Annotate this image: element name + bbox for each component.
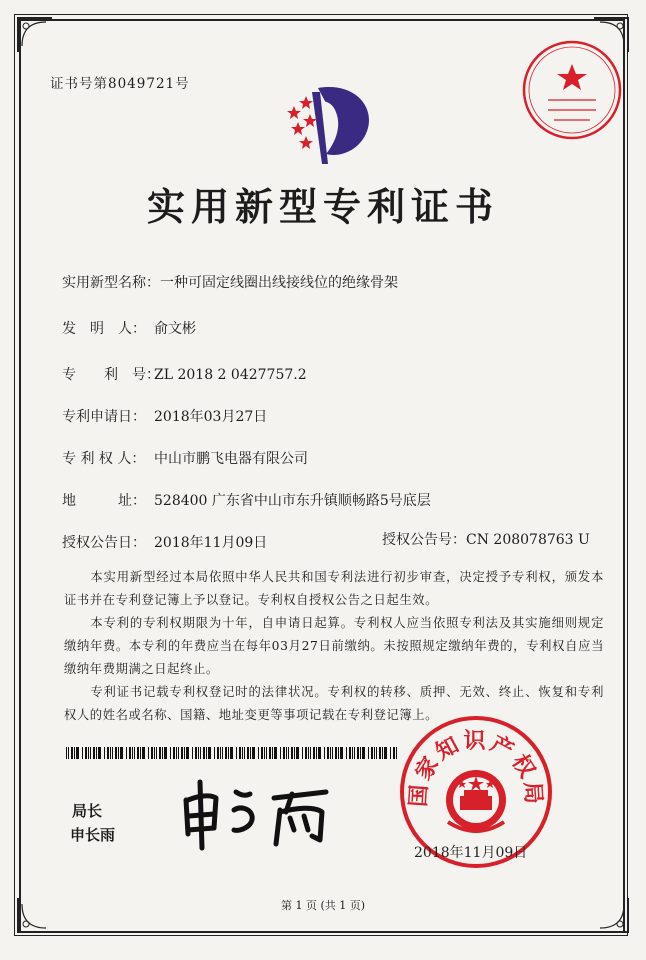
utility-name-row	[62, 272, 398, 292]
agency-stamp	[520, 38, 624, 142]
inventor-value: 俞文彬	[154, 321, 196, 337]
seal-date: 2018年11月09日	[414, 845, 528, 861]
patentee-value: 中山市鹏飞电器有限公司	[154, 451, 308, 467]
signatory-name: 申长雨	[70, 826, 116, 844]
utility-name-label: 实用新型名称：	[62, 275, 160, 291]
grant-date-value: 2018年11月09日	[154, 535, 268, 551]
paragraph-1: 本实用新型经过本局依照中华人民共和国专利法进行初步审查，决定授予专利权，颁发本证书并在专利登记簿上予以登记。专利权自授权公告之日起生效。	[64, 570, 604, 607]
seal-text: 国家知识产权局	[405, 728, 547, 808]
grant-number-label: 授权公告号：	[382, 532, 466, 548]
patent-number-label: 专 利 号：	[62, 367, 160, 383]
grant-date-label: 授权公告日：	[62, 535, 146, 551]
address-row	[62, 490, 431, 510]
filing-date-label: 专利申请日：	[62, 409, 146, 425]
inventor-label: 发 明 人：	[62, 321, 146, 337]
patentee-row	[62, 448, 308, 468]
patent-office-emblem-icon	[282, 78, 376, 170]
filing-date-row	[62, 406, 267, 426]
grant-number-row	[382, 529, 590, 549]
barcode	[66, 744, 400, 756]
certificate-number: 证书号第8049721号	[50, 76, 190, 92]
signatory-title: 局长	[72, 802, 103, 820]
patent-number-value: ZL 2018 2 0427757.2	[154, 367, 307, 383]
corner-ornament-top-left	[16, 16, 54, 54]
handwritten-signature	[176, 772, 336, 852]
patent-number-row	[62, 364, 307, 384]
grant-date-row	[62, 532, 267, 552]
patentee-label: 专 利 权 人：	[62, 451, 146, 467]
inventor-row	[62, 318, 196, 338]
paragraph-3: 专利证书记载专利权登记时的法律状况。专利权的转移、质押、无效、终止、恢复和专利权人的姓名或名称、国籍、地址变更等事项记载在专利登记簿上。	[64, 685, 604, 722]
certificate-title: 实用新型专利证书	[146, 184, 499, 229]
utility-name-value: 一种可固定线圈出线接线位的绝缘骨架	[160, 275, 398, 291]
page-number: 第 1 页 (共 1 页)	[280, 899, 366, 912]
address-label: 地 址：	[62, 493, 146, 509]
address-value: 528400 广东省中山市东升镇顺畅路5号底层	[154, 493, 431, 509]
filing-date-value: 2018年03月27日	[154, 409, 268, 425]
grant-number-value: CN 208078763 U	[466, 532, 590, 548]
paragraph-2: 本专利的专利权期限为十年，自申请日起算。专利权人应当依照专利法及其实施细则规定缴纳年费。本专利的年费应当在每年03月27日前缴纳。未按照规定缴纳年费的，专利权自应当缴纳年费期满之日起终止。	[64, 616, 604, 676]
